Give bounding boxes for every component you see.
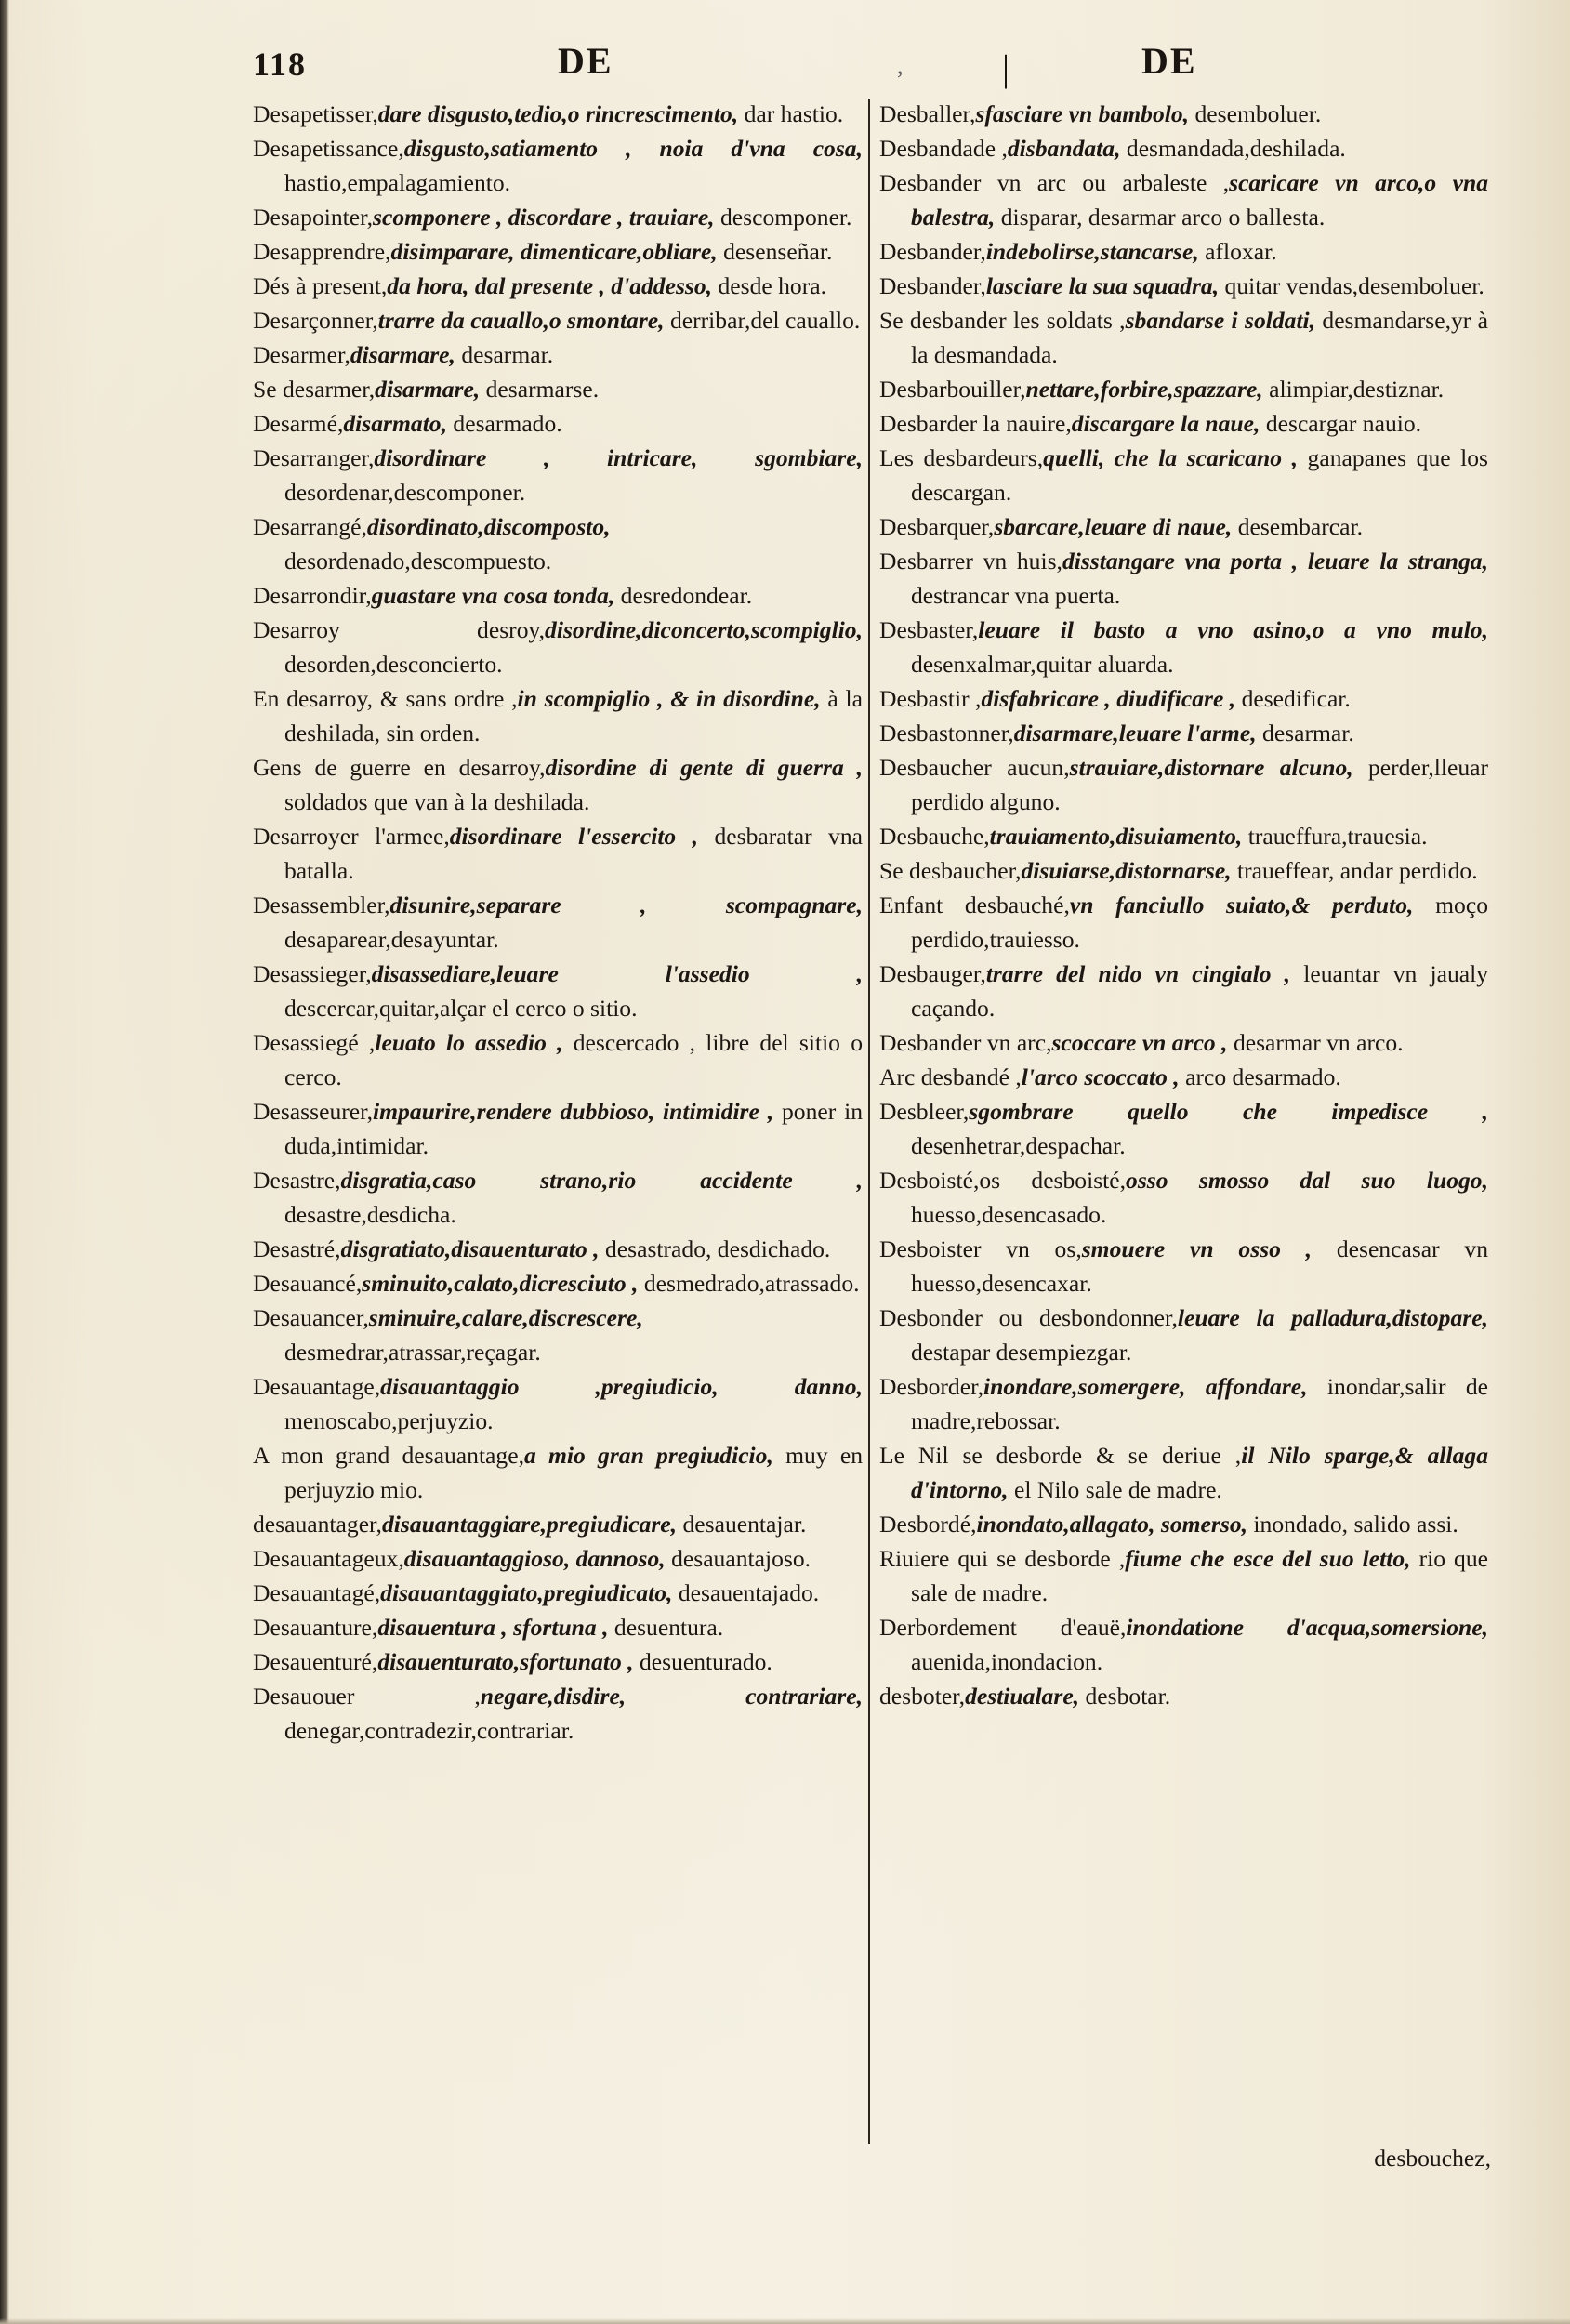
dictionary-entry (253, 1576, 863, 1610)
entry-french: Desboisté,os desboisté, (879, 1167, 1127, 1194)
entry-italian: a mio gran pregiudicio, (523, 1442, 773, 1469)
entry-italian: disordine di gente di guerra , (545, 754, 863, 781)
entry-french: Desborder, (879, 1373, 983, 1400)
dictionary-entry (879, 1369, 1488, 1438)
entry-spanish: traueffura,trauesia. (1247, 823, 1428, 850)
entry-french: Dés à present, (253, 272, 388, 299)
entry-spanish: el Nilo sale de madre. (1013, 1476, 1222, 1503)
entry-french: A mon grand desauantage, (253, 1442, 524, 1469)
entry-spanish: descargar nauio. (1265, 410, 1422, 437)
entry-french: Desbander vn arc, (879, 1029, 1052, 1056)
entry-french: Desbauger, (879, 960, 986, 987)
dictionary-entry (253, 1094, 863, 1163)
entry-french: Desbarder la nauire, (879, 410, 1072, 437)
entry-spanish: desencasar vn huesso,desencaxar. (911, 1235, 1489, 1297)
entry-french: Desauanture, (253, 1614, 378, 1641)
entry-spanish: poner in duda,intimidar. (284, 1098, 863, 1159)
entry-french: Riuiere qui se desborde , (879, 1545, 1126, 1572)
catchword: desbouchez, (1374, 2145, 1491, 2172)
entry-italian: leuare il basto a vno asino,o a vno mulo, (978, 616, 1488, 643)
entry-spanish: auenida,inondacion. (911, 1648, 1103, 1675)
dictionary-entry (879, 1163, 1488, 1232)
entry-italian: smouere vn osso , (1081, 1235, 1313, 1262)
entry-italian: disbandata, (1007, 135, 1121, 162)
entry-spanish: desedificar. (1241, 685, 1351, 712)
entry-italian: quelli, che la scaricano , (1043, 444, 1298, 471)
entry-french: Se desarmer, (253, 376, 376, 403)
entry-spanish: desmandarse,yr à la desmandada. (911, 307, 1488, 368)
entry-italian: sgombrare quello che impedisce , (969, 1098, 1488, 1125)
entry-french: Gens de guerre en desarroy, (253, 754, 546, 781)
entry-spanish: desauentajar. (682, 1511, 807, 1538)
entry-italian: trauiamento,disuiamento, (989, 823, 1243, 850)
entry-italian: disauantaggio ,pregiudicio, danno, (380, 1373, 863, 1400)
entry-spanish: disparar, desarmar arco o ballesta. (1000, 204, 1326, 231)
entry-italian: inondato,allagato, somerso, (976, 1511, 1248, 1538)
entry-italian: leuato lo assedio , (375, 1029, 563, 1056)
entry-italian: disunire,separare , scompagnare, (389, 891, 863, 918)
entry-french: Desarçonner, (253, 307, 378, 334)
entry-spanish: desenhetrar,despachar. (911, 1132, 1126, 1159)
entry-spanish: desuenturado. (639, 1648, 772, 1675)
entry-french: Desauantagé, (253, 1579, 381, 1606)
dictionary-entry (879, 716, 1488, 750)
dictionary-entry (253, 750, 863, 819)
entry-spanish: desarmado. (453, 410, 562, 437)
entry-italian: inondare,somergere, affondare, (983, 1373, 1308, 1400)
entry-french: Desapprendre, (253, 238, 391, 265)
entry-spanish: derribar,del cauallo. (669, 307, 861, 334)
entry-french: Enfant desbauché, (879, 891, 1070, 918)
book-gutter (0, 0, 9, 2324)
dictionary-entry (879, 1232, 1488, 1301)
dictionary-entry (253, 1610, 863, 1644)
column-mark: , (897, 52, 905, 79)
entry-spanish: desde hora. (718, 272, 827, 299)
dictionary-entry (253, 234, 863, 269)
entry-french: Desbarquer, (879, 513, 995, 540)
entry-spanish: desenxalmar,quitar aluarda. (911, 651, 1174, 678)
entry-italian: disordinare l'essercito , (449, 823, 699, 850)
entry-french: Desassiegé , (253, 1029, 376, 1056)
dictionary-entry (879, 441, 1488, 509)
entry-french: Derbordement d'eauë, (879, 1614, 1127, 1641)
entry-italian: disstangare vna porta , leuare la stranga, (1062, 548, 1489, 574)
entry-italian: scaricare vn arco,o vna balestra, (911, 169, 1489, 231)
dictionary-entry (879, 269, 1488, 303)
dictionary-entry (879, 1301, 1488, 1369)
entry-spanish: desarmar vn arco. (1233, 1029, 1404, 1056)
entry-spanish: desorden,desconcierto. (284, 651, 503, 678)
dictionary-entry (253, 1507, 863, 1541)
entry-italian: il Nilo sparge,& allaga d'intorno, (911, 1442, 1488, 1503)
entry-spanish: desbaratar vna batalla. (284, 823, 863, 884)
dictionary-entry (879, 1610, 1488, 1679)
entry-french: Desboister vn os, (879, 1235, 1082, 1262)
dictionary-entry (253, 1679, 863, 1748)
dictionary-entry (879, 97, 1488, 131)
entry-french: Desarmé, (253, 410, 344, 437)
dictionary-entry (253, 888, 863, 957)
entry-french: Desauouer , (253, 1683, 481, 1710)
left-guide-word: DE (558, 40, 613, 82)
entry-italian: disarmare, (375, 376, 481, 403)
entry-french: Desbonder ou desbondonner, (879, 1304, 1178, 1331)
entry-italian: disarmare, (350, 341, 455, 368)
dictionary-entry (879, 165, 1488, 234)
entry-italian: discargare la naue, (1071, 410, 1260, 437)
entry-italian: disfabricare , diudificare , (981, 685, 1236, 712)
entry-french: Desbastonner, (879, 720, 1014, 746)
dictionary-entry (253, 303, 863, 337)
entry-spanish: desbotar. (1085, 1683, 1171, 1710)
entry-spanish: leuantar vn jaualy caçando. (911, 960, 1489, 1022)
entry-spanish: desordenar,descomponer. (284, 479, 526, 506)
entry-italian: disordinare , intricare, sgombiare, (374, 444, 863, 471)
entry-spanish: rio que sale de madre. (911, 1545, 1488, 1606)
entry-french: Les desbardeurs, (879, 444, 1044, 471)
entry-italian: disauenturato,sfortunato , (377, 1648, 634, 1675)
entry-french: Desbander, (879, 238, 986, 265)
dictionary-entry (879, 1025, 1488, 1060)
entry-italian: negare,disdire, contrariare, (480, 1683, 863, 1710)
dictionary-entry (253, 1163, 863, 1232)
entry-spanish: desenseñar. (723, 238, 833, 265)
entry-italian: disgratiato,disauenturato , (340, 1235, 600, 1262)
entry-spanish: destrancar vna puerta. (911, 582, 1121, 609)
dictionary-entry (879, 544, 1488, 613)
entry-french: En desarroy, & sans ordre , (253, 685, 518, 712)
page-edge (0, 2318, 1570, 2324)
entry-italian: disauantaggioso, dannoso, (403, 1545, 666, 1572)
entry-french: Desapetissance, (253, 135, 404, 162)
entry-spanish: dar hastio. (744, 100, 844, 127)
entry-french: Desbander, (879, 272, 986, 299)
entry-spanish: huesso,desencasado. (911, 1201, 1107, 1228)
entry-spanish: destapar desempiezgar. (911, 1339, 1132, 1366)
entry-italian: osso smosso dal suo luogo, (1126, 1167, 1488, 1194)
entry-italian: l'arco scoccato , (1021, 1063, 1180, 1090)
entry-italian: disauantaggiato,pregiudicato, (380, 1579, 673, 1606)
dictionary-entry (253, 578, 863, 613)
entry-french: Desastre, (253, 1167, 341, 1194)
dictionary-entry (253, 372, 863, 406)
entry-italian: disarmare,leuare l'arme, (1013, 720, 1257, 746)
entry-french: Desbordé, (879, 1511, 977, 1538)
entry-italian: disarmato, (343, 410, 447, 437)
entry-italian: sbandarse i soldati, (1125, 307, 1316, 334)
right-guide-word: DE (1141, 40, 1197, 82)
entry-french: Desbarrer vn huis, (879, 548, 1062, 574)
dictionary-entry (253, 441, 863, 509)
entry-french: Desauenturé, (253, 1648, 378, 1675)
entry-italian: nettare,forbire,spazzare, (1025, 376, 1263, 403)
dictionary-entry (253, 681, 863, 750)
entry-spanish: ganapanes que los descargan. (911, 444, 1488, 506)
entry-spanish: descomponer. (720, 204, 852, 231)
dictionary-entry (253, 613, 863, 681)
entry-spanish: inondado, salido assi. (1253, 1511, 1458, 1538)
entry-french: Desbandade , (879, 135, 1008, 162)
entry-spanish: descercar,quitar,alçar el cerco o sitio. (284, 995, 638, 1022)
entry-french: Le Nil se desborde & se deriue , (879, 1442, 1242, 1469)
entry-french: Desassieger, (253, 960, 372, 987)
dictionary-entry (879, 406, 1488, 441)
entry-italian: strauiare,distornare alcuno, (1069, 754, 1353, 781)
dictionary-entry (253, 1232, 863, 1266)
entry-french: Desbastir , (879, 685, 982, 712)
entry-spanish: desarmar. (1262, 720, 1354, 746)
entry-italian: disassediare,leuare l'assedio , (371, 960, 863, 987)
entry-french: Desbarbouiller, (879, 376, 1026, 403)
entry-spanish: soldados que van à la deshilada. (284, 788, 590, 815)
entry-italian: disgratia,caso strano,rio accidente , (340, 1167, 863, 1194)
dictionary-entry (253, 97, 863, 131)
entry-french: Desbleer, (879, 1098, 970, 1125)
entry-french: Desbaucher aucun, (879, 754, 1070, 781)
entry-spanish: desredondear. (620, 582, 753, 609)
dictionary-entry (253, 200, 863, 234)
entry-spanish: moço perdido,trauiesso. (911, 891, 1488, 953)
entry-italian: da hora, dal presente , d'addesso, (387, 272, 713, 299)
entry-french: Desbander vn arc ou arbaleste , (879, 169, 1230, 196)
entry-spanish: desemboluer. (1194, 100, 1322, 127)
entry-french: Desarroy desroy, (253, 616, 546, 643)
entry-spanish: desmedrado,atrassado. (643, 1270, 860, 1297)
entry-spanish: hastio,empalagamiento. (284, 169, 511, 196)
entry-french: desauantager, (253, 1511, 382, 1538)
entry-spanish: afloxar. (1205, 238, 1277, 265)
entry-italian: impaurire,rendere dubbioso, intimidire , (373, 1098, 774, 1125)
entry-french: Desauancé, (253, 1270, 363, 1297)
entry-italian: sminuire,calare,discrescere, (368, 1304, 643, 1331)
dictionary-entry (879, 750, 1488, 819)
entry-french: Desbaster, (879, 616, 979, 643)
dictionary-entry (879, 372, 1488, 406)
entry-spanish: desarmar. (461, 341, 554, 368)
dictionary-entry (253, 1025, 863, 1094)
entry-french: Desapointer, (253, 204, 374, 231)
dictionary-entry (879, 1060, 1488, 1094)
dictionary-entry (253, 1644, 863, 1679)
dictionary-entry (879, 234, 1488, 269)
dictionary-entry (253, 957, 863, 1025)
entry-spanish: desmedrar,atrassar,reçagar. (284, 1339, 541, 1366)
dictionary-entry (879, 888, 1488, 957)
entry-italian: disauentura , sfortuna , (377, 1614, 609, 1641)
entry-spanish: desastrado, desdichado. (604, 1235, 831, 1262)
entry-italian: disimparare, dimenticare,obliare, (390, 238, 718, 265)
entry-italian: leuare la palladura,distopare, (1177, 1304, 1488, 1331)
entry-french: Desarrondir, (253, 582, 372, 609)
dictionary-entry (879, 509, 1488, 544)
dictionary-entry (253, 1541, 863, 1576)
entry-french: Desballer, (879, 100, 976, 127)
header-divider: | (1002, 47, 1012, 89)
entry-french: Desarrangé, (253, 513, 367, 540)
left-column (253, 97, 863, 1748)
entry-spanish: desastre,desdicha. (284, 1201, 456, 1228)
entry-italian: trarre da cauallo,o smontare, (377, 307, 665, 334)
entry-spanish: desauantajoso. (671, 1545, 811, 1572)
entry-french: Desarroyer l'armee, (253, 823, 450, 850)
entry-french: Arc desbandé , (879, 1063, 1022, 1090)
dictionary-entry (253, 406, 863, 441)
entry-french: Desauantageux, (253, 1545, 404, 1572)
dictionary-entry (879, 1094, 1488, 1163)
dictionary-entry (879, 1438, 1488, 1507)
entry-italian: inondatione d'acqua,somersione, (1126, 1614, 1488, 1641)
dictionary-entry (253, 819, 863, 888)
entry-french: Desarranger, (253, 444, 375, 471)
entry-italian: disgusto,satiamento , noia d'vna cosa, (403, 135, 863, 162)
dictionary-entry (253, 1266, 863, 1301)
entry-italian: scoccare vn arco , (1051, 1029, 1228, 1056)
entry-french: Desbauche, (879, 823, 990, 850)
dictionary-entry (879, 1507, 1488, 1541)
entry-spanish: desuentura. (613, 1614, 724, 1641)
entry-italian: disauantaggiare,pregiudicare, (381, 1511, 678, 1538)
entry-spanish: desarmarse. (485, 376, 600, 403)
entry-spanish: desaparear,desayuntar. (284, 926, 499, 953)
entry-french: desboter, (879, 1683, 966, 1710)
entry-french: Desastré, (253, 1235, 341, 1262)
dictionary-entry (879, 681, 1488, 716)
dictionary-entry (879, 1541, 1488, 1610)
entry-italian: guastare vna cosa tonda, (371, 582, 615, 609)
dictionary-entry (879, 613, 1488, 681)
entry-spanish: inondar,salir de madre,rebossar. (911, 1373, 1488, 1434)
entry-spanish: muy en perjuyzio mio. (284, 1442, 863, 1503)
entry-spanish: traueffear, andar perdido. (1237, 857, 1478, 884)
entry-french: Desasseurer, (253, 1098, 374, 1125)
entry-italian: sfasciare vn bambolo, (975, 100, 1190, 127)
dictionary-entry (253, 337, 863, 372)
entry-french: Se desbander les soldats , (879, 307, 1126, 334)
entry-french: Desauantage, (253, 1373, 381, 1400)
entry-french: Desauancer, (253, 1304, 369, 1331)
entry-spanish: desmandada,deshilada. (1126, 135, 1346, 162)
entry-italian: vn fanciullo suiato,& perduto, (1069, 891, 1414, 918)
entry-italian: destiualare, (965, 1683, 1080, 1710)
entry-italian: disordine,diconcerto,scompiglio, (545, 616, 863, 643)
dictionary-entry (253, 131, 863, 200)
entry-italian: scomponere , discordare , trauiare, (373, 204, 715, 231)
dictionary-entry (253, 1438, 863, 1507)
entry-french: Se desbaucher, (879, 857, 1022, 884)
dictionary-entry (879, 131, 1488, 165)
entry-italian: disuiarse,distornarse, (1021, 857, 1232, 884)
entry-italian: disordinato,discomposto, (366, 513, 611, 540)
page-number: 118 (253, 46, 308, 83)
column-rule (868, 99, 870, 2144)
dictionary-entry (879, 1679, 1488, 1713)
entry-spanish: arco desarmado. (1185, 1063, 1341, 1090)
right-column (879, 97, 1488, 1713)
entry-spanish: descercado , libre del sitio o cerco. (284, 1029, 863, 1090)
dictionary-entry (879, 957, 1488, 1025)
entry-italian: sbarcare,leuare di naue, (994, 513, 1233, 540)
dictionary-entry (879, 819, 1488, 853)
dictionary-entry (879, 303, 1488, 372)
dictionary-entry (253, 269, 863, 303)
entry-spanish: desembarcar. (1237, 513, 1363, 540)
dictionary-entry (253, 509, 863, 578)
entry-italian: indebolirse,stancarse, (985, 238, 1199, 265)
entry-spanish: perder,lleuar perdido alguno. (911, 754, 1488, 815)
dictionary-entry (253, 1369, 863, 1438)
entry-spanish: denegar,contradezir,contrariar. (284, 1717, 574, 1744)
dictionary-entry (879, 853, 1488, 888)
entry-spanish: desordenado,descompuesto. (284, 548, 552, 574)
entry-italian: lasciare la sua squadra, (985, 272, 1220, 299)
entry-italian: in scompiglio , & in disordine, (517, 685, 821, 712)
entry-italian: dare disgusto,tedio,o rincrescimento, (377, 100, 739, 127)
entry-italian: fiume che esce del suo letto, (1125, 1545, 1411, 1572)
entry-spanish: menoscabo,perjuyzio. (284, 1407, 494, 1434)
entry-italian: sminuito,calato,dicresciuto , (362, 1270, 639, 1297)
entry-spanish: quitar vendas,desemboluer. (1224, 272, 1484, 299)
entry-french: Desarmer, (253, 341, 350, 368)
entry-spanish: alimpiar,destiznar. (1269, 376, 1445, 403)
dictionary-entry (253, 1301, 863, 1369)
entry-french: Desapetisser, (253, 100, 378, 127)
entry-italian: trarre del nido vn cingialo , (985, 960, 1291, 987)
entry-spanish: desauentajado. (678, 1579, 820, 1606)
entry-spanish: à la deshilada, sin orden. (284, 685, 863, 746)
entry-french: Desassembler, (253, 891, 390, 918)
